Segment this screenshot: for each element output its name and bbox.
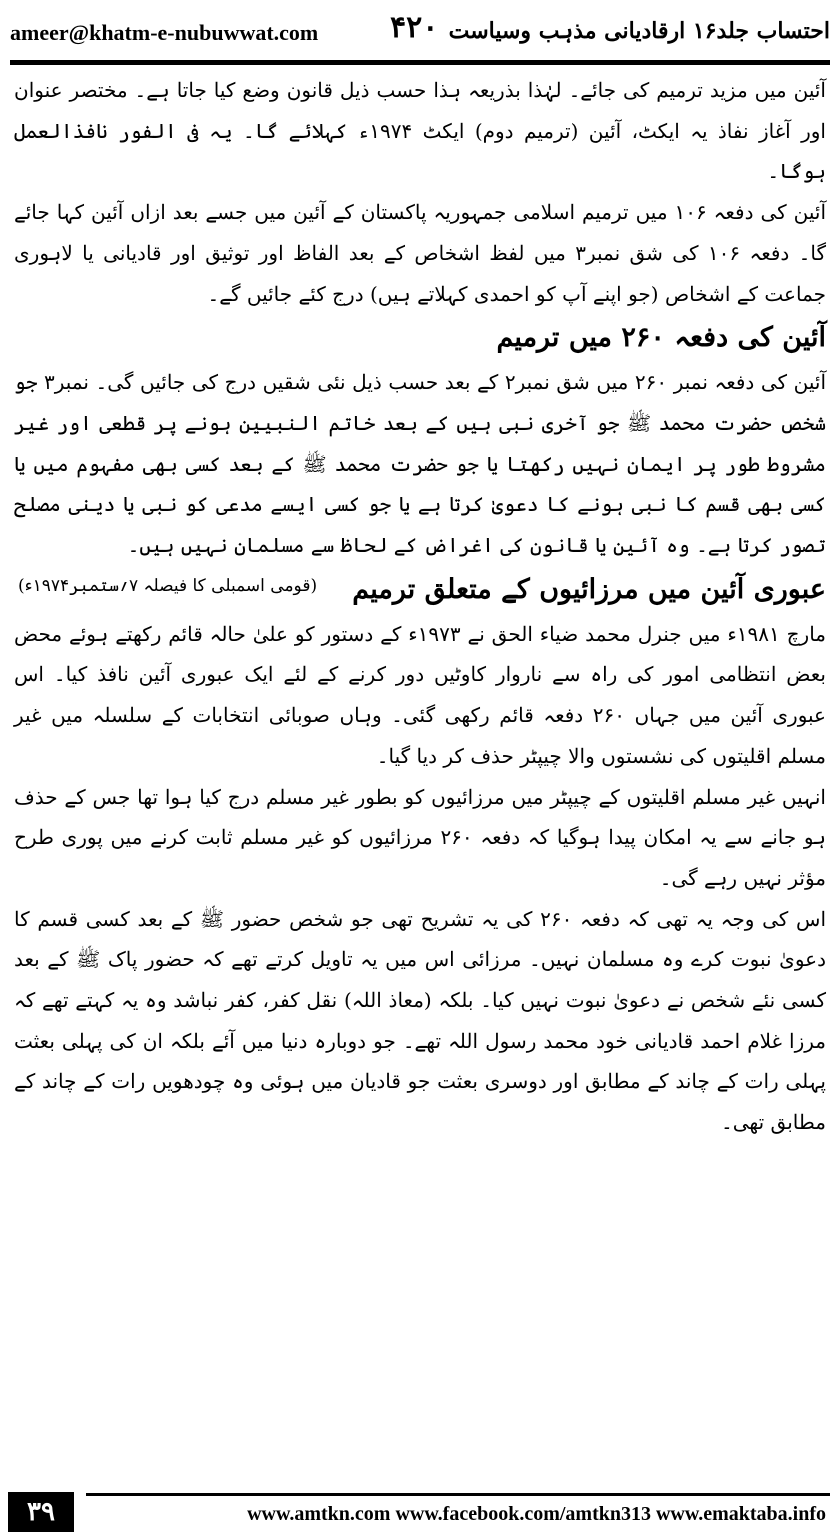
paragraph (14, 192, 826, 314)
paragraph-text: مارچ ۱۹۸۱ء میں جنرل محمد ضیاء الحق نے ۱۹۷۳ء کے دستور کو علیٰ حالہ قائم رکھتے ہوئے محض بعض انتظامی امور کی راہ سے ناروار کاوٹیں دور کرنے کے لئے ایک عبوری آئین نافذ کیا۔ اس عبوری آئین میں جہاں ۲۶۰ دفعہ قائم رکھی گئی۔ وہاں صوبائی انتخابات کے سلسلہ میں غیر مسلم اقلیتوں کی نشستوں والا چیپٹر حذف کر دیا گیا۔ (14, 621, 826, 768)
paragraph (14, 614, 826, 777)
footer-links: www.amtkn.com www.facebook.com/amtkn313 www.emaktaba.info (247, 1503, 826, 1525)
paragraph-text: انہیں غیر مسلم اقلیتوں کے چیپٹر میں مرزائیوں کو بطور غیر مسلم درج کیا ہوا تھا جس کے حذف ہو جانے سے یہ امکان پیدا ہوگیا کہ دفعہ ۲۶۰ مرزائیوں کو غیر مسلم ثابت کرنے میں پوری طرح مؤثر نہیں رہے گی۔ (14, 784, 826, 890)
paragraph (14, 899, 826, 1143)
footer-page-number: ۳۹ (8, 1492, 74, 1532)
header-page-number: ۴۲۰ (390, 10, 439, 45)
heading-text: آئین کی دفعہ ۲۶۰ میں ترمیم (496, 322, 826, 354)
page-footer (0, 1490, 840, 1540)
header-email: ameer@khatm-e-nubuwwat.com (10, 20, 319, 45)
page-body (14, 70, 826, 1143)
paragraph-text: آئین میں مزید ترمیم کی جائے۔ لہٰذا بذریعہ ہذا حسب ذیل قانون وضع کیا جاتا ہے۔ مختصر عنوان اور آغاز نفاذ یہ ایکٹ، آئین (ترمیم دوم) ایکٹ ۱۹۷۴ء کہلائے گا۔ یہ فی الفور نافذالعمل ہوگا۔ (14, 78, 826, 184)
paragraph (14, 70, 826, 192)
header-rule (10, 60, 830, 65)
section-heading (14, 314, 826, 362)
paragraph (14, 777, 826, 899)
page-header (10, 8, 830, 54)
footer-rule (86, 1493, 830, 1496)
paragraph-text: آئین کی دفعہ ۱۰۶ میں ترمیم اسلامی جمہوریہ پاکستان کے آئین میں جسے بعد ازاں آئین کہا جائے گا۔ دفعہ ۱۰۶ کی شق نمبر۳ میں لفظ اشخاص کے بعد الفاظ اور توثیق اور قادیانی یا لاہوری جماعت کے اشخاص (جو اپنے آپ کو احمدی کہلاتے ہیں) درج کئے جائیں گے۔ (14, 200, 827, 306)
paragraph-text: آئین کی دفعہ نمبر ۲۶۰ میں شق نمبر۲ کے بعد حسب ذیل نئی شقیں درج کی جائیں گی۔ نمبر۳ جو شخص حضرت محمد ﷺ جو آخری نبی ہیں کے بعد خاتم النبیین ہونے پر قطعی اور غیر مشروط طور پر ایمان نہیں رکھتا یا جو حضرت محمد ﷺ کے بعد کسی بھی مفہوم میں یا کسی بھی قسم کا نبی ہونے کا دعویٰ کرتا ہے یا جو کسی ایسے مدعی کو نبی یا دینی مصلح تصور کرتا ہے۔ وہ آئین یا قانون کی اغراض کے لحاظ سے مسلمان نہیں ہیں۔ (14, 370, 827, 558)
heading-text: عبوری آئین میں مرزائیوں کے متعلق ترمیم (352, 573, 826, 605)
header-book-title: احتساب جلد۱۶ ارقادیانی مذہب وسیاست (448, 18, 830, 44)
paragraph-text: اس کی وجہ یہ تھی کہ دفعہ ۲۶۰ کی یہ تشریح تھی جو شخص حضور ﷺ کے بعد کسی قسم کا دعویٰ نبوت کرے وہ مسلمان نہیں۔ مرزائی اس میں یہ تاویل کرتے تھے کہ حضور پاک ﷺ کے بعد کسی نئے شخص نے دعویٰ نبوت نہیں کیا۔ بلکہ (معاذ اللہ) نقل کفر، کفر نباشد وہ یہ کہتے تھے کہ مرزا غلام احمد قادیانی خود محمد رسول اللہ تھے۔ جو دوبارہ دنیا میں آئے بلکہ ان کی پہلی بعثت پہلی رات کے چاند کے مطابق اور دوسری بعثت جو قادیان میں ہوئی وہ چودھویں رات کے چاند کے مطابق تھی۔ (14, 906, 827, 1135)
citation-note: (قومی اسمبلی کا فیصلہ ۷؍ستمبر۱۹۷۴ء) (18, 575, 318, 596)
